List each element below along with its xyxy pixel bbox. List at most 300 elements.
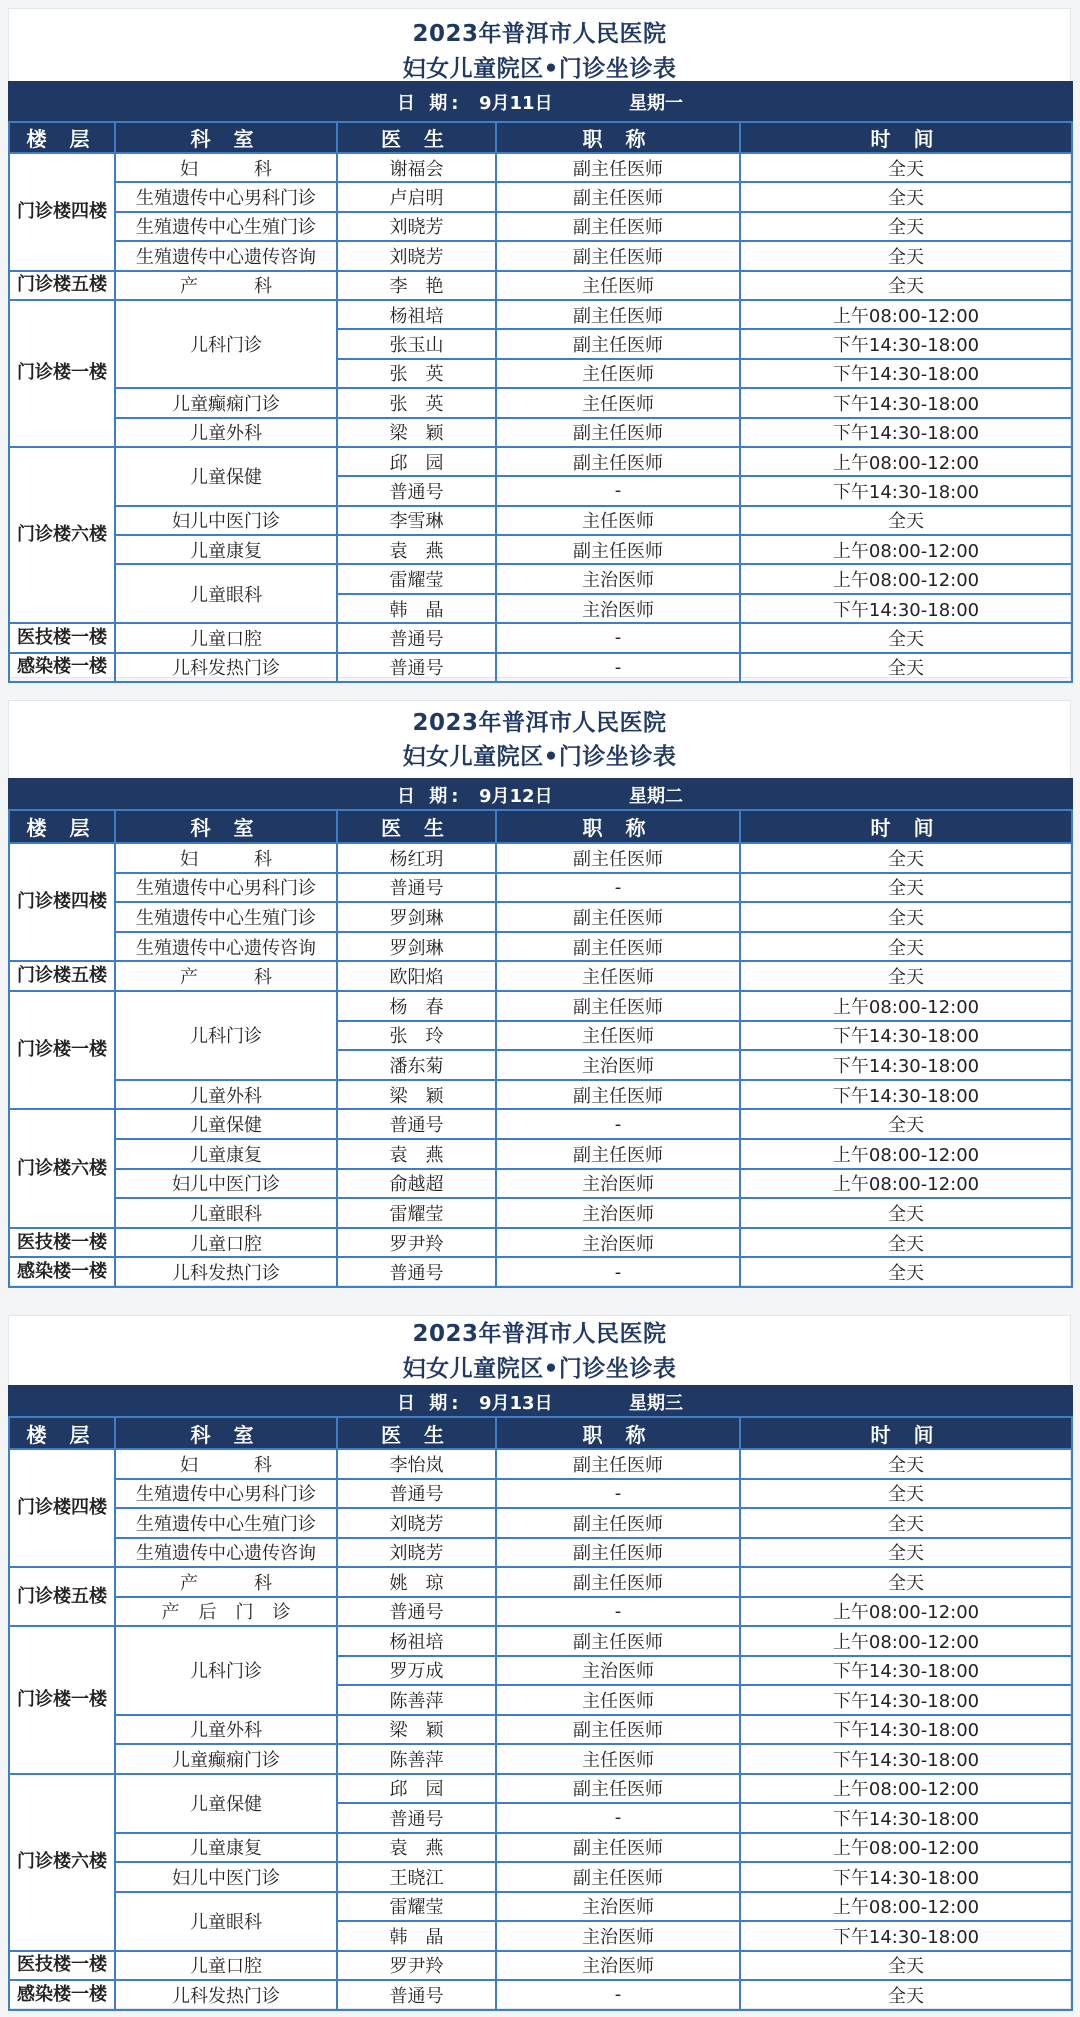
floor-cell: 门诊楼一楼 — [9, 991, 115, 1109]
weekday-value: 星期三 — [629, 1392, 683, 1414]
schedule-table — [8, 81, 1073, 683]
doctor-title-cell: 副主任医师 — [496, 1715, 740, 1745]
doctor-name-cell: 罗剑琳 — [337, 902, 496, 932]
clinic-time-cell: 上午08:00-12:00 — [740, 1774, 1072, 1804]
schedule-title-hospital: 2023年普洱市人民医院 — [412, 710, 667, 736]
column-header-floor: 楼 层 — [9, 1417, 115, 1449]
column-header-time: 时 间 — [740, 122, 1072, 153]
table-row — [9, 1257, 1072, 1287]
column-header-title: 职 称 — [496, 122, 740, 153]
floor-cell: 门诊楼五楼 — [9, 271, 115, 300]
doctor-name-cell: 梁 颖 — [337, 1715, 496, 1745]
doctor-name-cell: 韩 晶 — [337, 594, 496, 623]
doctor-title-cell: 副主任医师 — [496, 1080, 740, 1110]
department-name-part: 诊 — [272, 1602, 291, 1624]
table-row — [9, 182, 1072, 211]
doctor-title-cell: 副主任医师 — [496, 991, 740, 1021]
doctor-name-cell: 普通号 — [337, 1479, 496, 1509]
clinic-time-cell: 下午14:30-18:00 — [740, 594, 1072, 623]
clinic-time-cell: 上午08:00-12:00 — [740, 1597, 1072, 1627]
date-label: 日 期: — [397, 93, 463, 114]
doctor-name-cell: 罗万成 — [337, 1656, 496, 1686]
column-header-row — [9, 810, 1072, 843]
clinic-time-cell: 全天 — [740, 1257, 1072, 1287]
doctor-name-cell: 姚 琼 — [337, 1567, 496, 1597]
doctor-name-cell: 杨红玥 — [337, 843, 496, 873]
column-header-department: 科 室 — [115, 1417, 337, 1449]
clinic-time-cell: 下午14:30-18:00 — [740, 388, 1072, 417]
clinic-time-cell: 全天 — [740, 653, 1072, 682]
doctor-name-cell: 罗尹羚 — [337, 1228, 496, 1258]
doctor-title-cell: 副主任医师 — [496, 182, 740, 211]
floor-cell: 门诊楼五楼 — [9, 961, 115, 991]
department-cell: 儿童眼科 — [115, 1892, 337, 1951]
date-label: 日 期: — [397, 785, 463, 807]
date-label: 日 期: — [397, 1392, 463, 1414]
department-cell: 儿童康复 — [115, 1833, 337, 1863]
doctor-title-cell: 副主任医师 — [496, 1833, 740, 1863]
department-cell: 妇儿中医门诊 — [115, 1169, 337, 1199]
department-cell: 儿童保健 — [115, 447, 337, 506]
doctor-name-cell: 谢福会 — [337, 153, 496, 182]
doctor-title-cell: 主治医师 — [496, 594, 740, 623]
doctor-title-cell: 主任医师 — [496, 359, 740, 388]
department-cell: 儿童眼科 — [115, 1198, 337, 1228]
doctor-name-cell: 李 艳 — [337, 271, 496, 300]
clinic-time-cell: 全天 — [740, 1479, 1072, 1509]
doctor-name-cell: 刘晓芳 — [337, 241, 496, 270]
clinic-time-cell: 全天 — [740, 1508, 1072, 1538]
clinic-time-cell: 全天 — [740, 241, 1072, 270]
clinic-time-cell: 下午14:30-18:00 — [740, 476, 1072, 505]
doctor-name-cell: 卢启明 — [337, 182, 496, 211]
department-name — [116, 155, 336, 181]
doctor-title-cell: 主任医师 — [496, 388, 740, 417]
clinic-time-cell: 全天 — [740, 212, 1072, 241]
clinic-time-cell: 全天 — [740, 961, 1072, 991]
table-row — [9, 902, 1072, 932]
date-bar — [9, 779, 1072, 810]
doctor-title-cell: 副主任医师 — [496, 1538, 740, 1568]
table-row — [9, 1109, 1072, 1139]
floor-cell: 医技楼一楼 — [9, 1228, 115, 1258]
doctor-name-cell: 陈善萍 — [337, 1685, 496, 1715]
department-cell: 儿童保健 — [115, 1109, 337, 1139]
clinic-time-cell: 下午14:30-18:00 — [740, 1685, 1072, 1715]
table-row — [9, 418, 1072, 447]
department-name-part: 产 — [180, 276, 198, 298]
department-name — [116, 963, 336, 989]
doctor-title-cell: - — [496, 623, 740, 652]
doctor-title-cell: 副主任医师 — [496, 1508, 740, 1538]
department-cell: 儿童康复 — [115, 1139, 337, 1169]
clinic-time-cell: 下午14:30-18:00 — [740, 1656, 1072, 1686]
floor-cell: 门诊楼六楼 — [9, 1774, 115, 1951]
department-name-part: 科 — [254, 158, 272, 180]
clinic-time-cell: 下午14:30-18:00 — [740, 1862, 1072, 1892]
doctor-title-cell: - — [496, 1257, 740, 1287]
clinic-time-cell: 全天 — [740, 1951, 1072, 1981]
floor-cell: 感染楼一楼 — [9, 653, 115, 682]
doctor-title-cell: - — [496, 1597, 740, 1627]
doctor-name-cell: 杨祖培 — [337, 300, 496, 329]
department-cell: 儿科发热门诊 — [115, 653, 337, 682]
floor-cell: 门诊楼六楼 — [9, 447, 115, 623]
doctor-title-cell: - — [496, 1803, 740, 1833]
schedule-title-campus: 妇女儿童院区•门诊坐诊表 — [402, 1356, 677, 1382]
doctor-title-cell: 主治医师 — [496, 1050, 740, 1080]
table-row — [9, 1951, 1072, 1981]
doctor-name-cell: 雷耀莹 — [337, 1892, 496, 1922]
table-row — [9, 1139, 1072, 1169]
column-header-department: 科 室 — [115, 810, 337, 843]
date-value: 9月13日 — [479, 1392, 553, 1414]
table-row — [9, 932, 1072, 962]
column-header-row — [9, 1417, 1072, 1449]
schedule-title-campus: 妇女儿童院区•门诊坐诊表 — [402, 744, 677, 770]
doctor-title-cell: 副主任医师 — [496, 300, 740, 329]
doctor-title-cell: 主治医师 — [496, 1169, 740, 1199]
table-row — [9, 1892, 1072, 1922]
department-cell — [115, 843, 337, 873]
department-name-part: 科 — [254, 276, 272, 298]
doctor-title-cell: 主任医师 — [496, 1744, 740, 1774]
floor-cell: 感染楼一楼 — [9, 1257, 115, 1287]
schedule-card-sep11 — [8, 8, 1071, 678]
table-row — [9, 1715, 1072, 1745]
column-header-floor: 楼 层 — [9, 810, 115, 843]
weekday-value: 星期二 — [629, 785, 683, 807]
clinic-time-cell: 全天 — [740, 1109, 1072, 1139]
table-row — [9, 1774, 1072, 1804]
department-name — [116, 1569, 336, 1595]
doctor-title-cell: 副主任医师 — [496, 212, 740, 241]
clinic-time-cell: 全天 — [740, 271, 1072, 300]
clinic-time-cell: 下午14:30-18:00 — [740, 1803, 1072, 1833]
department-cell — [115, 961, 337, 991]
doctor-title-cell: 副主任医师 — [496, 535, 740, 564]
doctor-title-cell: 主任医师 — [496, 271, 740, 300]
department-cell: 儿童外科 — [115, 418, 337, 447]
clinic-time-cell: 上午08:00-12:00 — [740, 1139, 1072, 1169]
schedule-title-campus: 妇女儿童院区•门诊坐诊表 — [402, 56, 677, 82]
doctor-name-cell: 普通号 — [337, 873, 496, 903]
doctor-name-cell: 刘晓芳 — [337, 1508, 496, 1538]
doctor-name-cell: 邱 园 — [337, 1774, 496, 1804]
doctor-title-cell: - — [496, 1479, 740, 1509]
table-row — [9, 653, 1072, 682]
department-cell: 儿科门诊 — [115, 300, 337, 388]
clinic-time-cell: 下午14:30-18:00 — [740, 329, 1072, 358]
doctor-name-cell: 普通号 — [337, 653, 496, 682]
table-row — [9, 535, 1072, 564]
clinic-time-cell: 下午14:30-18:00 — [740, 1921, 1072, 1951]
table-row — [9, 1980, 1072, 2010]
date-bar — [9, 1386, 1072, 1417]
department-cell: 妇儿中医门诊 — [115, 506, 337, 535]
doctor-name-cell: 普通号 — [337, 476, 496, 505]
clinic-time-cell: 全天 — [740, 1538, 1072, 1568]
floor-cell: 感染楼一楼 — [9, 1980, 115, 2010]
doctor-title-cell: 主治医师 — [496, 564, 740, 593]
doctor-name-cell: 欧阳焰 — [337, 961, 496, 991]
department-cell: 儿童口腔 — [115, 1228, 337, 1258]
column-header-doctor: 医 生 — [337, 122, 496, 153]
doctor-name-cell: 梁 颖 — [337, 418, 496, 447]
floor-cell: 门诊楼四楼 — [9, 153, 115, 271]
column-header-doctor: 医 生 — [337, 1417, 496, 1449]
floor-cell: 门诊楼五楼 — [9, 1567, 115, 1626]
doctor-name-cell: 杨 春 — [337, 991, 496, 1021]
clinic-time-cell: 上午08:00-12:00 — [740, 447, 1072, 476]
doctor-name-cell: 张玉山 — [337, 329, 496, 358]
clinic-time-cell: 上午08:00-12:00 — [740, 300, 1072, 329]
doctor-title-cell: 副主任医师 — [496, 447, 740, 476]
department-name-part: 后 — [198, 1602, 217, 1624]
clinic-time-cell: 下午14:30-18:00 — [740, 1715, 1072, 1745]
clinic-time-cell: 全天 — [740, 1449, 1072, 1479]
department-cell: 儿科门诊 — [115, 1626, 337, 1715]
doctor-title-cell: 副主任医师 — [496, 1567, 740, 1597]
doctor-name-cell: 陈善萍 — [337, 1744, 496, 1774]
table-row — [9, 1626, 1072, 1656]
table-row — [9, 1862, 1072, 1892]
department-name-part: 科 — [254, 1572, 272, 1594]
doctor-name-cell: 雷耀莹 — [337, 1198, 496, 1228]
doctor-title-cell: - — [496, 873, 740, 903]
date-value: 9月12日 — [479, 785, 553, 807]
department-cell: 儿科发热门诊 — [115, 1257, 337, 1287]
department-cell — [115, 1597, 337, 1627]
department-cell: 儿童康复 — [115, 535, 337, 564]
clinic-time-cell: 全天 — [740, 873, 1072, 903]
doctor-name-cell: 袁 燕 — [337, 1833, 496, 1863]
department-cell: 生殖遗传中心生殖门诊 — [115, 902, 337, 932]
table-row — [9, 1597, 1072, 1627]
doctor-title-cell: 主任医师 — [496, 506, 740, 535]
doctor-name-cell: 普通号 — [337, 1980, 496, 2010]
doctor-title-cell: 主任医师 — [496, 961, 740, 991]
table-row — [9, 1228, 1072, 1258]
schedule-card-sep13 — [8, 1315, 1071, 2009]
department-name-part: 产 — [180, 1572, 198, 1594]
clinic-time-cell: 全天 — [740, 1228, 1072, 1258]
doctor-title-cell: 副主任医师 — [496, 1626, 740, 1656]
clinic-time-cell: 全天 — [740, 506, 1072, 535]
clinic-time-cell: 下午14:30-18:00 — [740, 1050, 1072, 1080]
table-row — [9, 1198, 1072, 1228]
department-cell: 儿童眼科 — [115, 564, 337, 623]
department-name-part: 门 — [235, 1602, 254, 1624]
weekday-value: 星期一 — [629, 93, 683, 114]
department-name — [116, 272, 336, 298]
department-cell: 妇儿中医门诊 — [115, 1862, 337, 1892]
doctor-name-cell: 韩 晶 — [337, 1921, 496, 1951]
date-value: 9月11日 — [479, 93, 553, 114]
table-row — [9, 506, 1072, 535]
clinic-time-cell: 全天 — [740, 182, 1072, 211]
doctor-title-cell: 副主任医师 — [496, 329, 740, 358]
floor-cell: 门诊楼六楼 — [9, 1109, 115, 1227]
schedule-table — [8, 1385, 1073, 2011]
doctor-name-cell: 王晓江 — [337, 1862, 496, 1892]
table-row — [9, 153, 1072, 182]
date-row — [9, 82, 1072, 122]
department-cell — [115, 1449, 337, 1479]
column-header-doctor: 医 生 — [337, 810, 496, 843]
doctor-title-cell: 主治医师 — [496, 1892, 740, 1922]
column-header-floor: 楼 层 — [9, 122, 115, 153]
schedule-card-sep12 — [8, 700, 1071, 1286]
doctor-title-cell: 副主任医师 — [496, 241, 740, 270]
doctor-name-cell: 罗尹羚 — [337, 1951, 496, 1981]
floor-cell: 门诊楼四楼 — [9, 1449, 115, 1567]
department-cell: 生殖遗传中心男科门诊 — [115, 1479, 337, 1509]
clinic-time-cell: 上午08:00-12:00 — [740, 1169, 1072, 1199]
clinic-time-cell: 上午08:00-12:00 — [740, 1626, 1072, 1656]
doctor-name-cell: 罗剑琳 — [337, 932, 496, 962]
department-cell — [115, 1567, 337, 1597]
doctor-name-cell: 邱 园 — [337, 447, 496, 476]
doctor-title-cell: - — [496, 476, 740, 505]
doctor-name-cell: 张 英 — [337, 359, 496, 388]
department-cell: 儿科发热门诊 — [115, 1980, 337, 2010]
department-cell: 生殖遗传中心遗传咨询 — [115, 1538, 337, 1568]
doctor-name-cell: 刘晓芳 — [337, 212, 496, 241]
date-row — [9, 779, 1072, 810]
doctor-title-cell: 副主任医师 — [496, 1862, 740, 1892]
clinic-time-cell: 全天 — [740, 932, 1072, 962]
date-row — [9, 1386, 1072, 1417]
floor-cell: 医技楼一楼 — [9, 623, 115, 652]
column-header-time: 时 间 — [740, 810, 1072, 843]
department-name-part: 产 — [161, 1602, 180, 1624]
doctor-name-cell: 雷耀莹 — [337, 564, 496, 593]
department-cell: 儿童外科 — [115, 1080, 337, 1110]
doctor-title-cell: 副主任医师 — [496, 932, 740, 962]
table-row — [9, 388, 1072, 417]
table-row — [9, 1479, 1072, 1509]
doctor-name-cell: 普通号 — [337, 1803, 496, 1833]
department-name-part: 科 — [254, 1454, 272, 1476]
column-header-time: 时 间 — [740, 1417, 1072, 1449]
column-header-title: 职 称 — [496, 1417, 740, 1449]
doctor-name-cell: 刘晓芳 — [337, 1538, 496, 1568]
department-name-part: 产 — [180, 967, 198, 989]
doctor-title-cell: 副主任医师 — [496, 1449, 740, 1479]
table-row — [9, 1833, 1072, 1863]
table-row — [9, 961, 1072, 991]
doctor-title-cell: - — [496, 653, 740, 682]
clinic-time-cell: 下午14:30-18:00 — [740, 1021, 1072, 1051]
doctor-title-cell: 主治医师 — [496, 1198, 740, 1228]
department-name — [116, 1451, 336, 1477]
table-row — [9, 1508, 1072, 1538]
department-cell: 儿童癫痫门诊 — [115, 1744, 337, 1774]
table-row — [9, 241, 1072, 270]
floor-cell: 医技楼一楼 — [9, 1951, 115, 1981]
doctor-title-cell: 副主任医师 — [496, 902, 740, 932]
department-cell: 儿科门诊 — [115, 991, 337, 1080]
department-name-part: 妇 — [180, 848, 198, 870]
clinic-time-cell: 下午14:30-18:00 — [740, 1744, 1072, 1774]
doctor-name-cell: 普通号 — [337, 623, 496, 652]
doctor-title-cell: - — [496, 1109, 740, 1139]
clinic-time-cell: 下午14:30-18:00 — [740, 1080, 1072, 1110]
doctor-name-cell: 梁 颖 — [337, 1080, 496, 1110]
floor-cell: 门诊楼一楼 — [9, 1626, 115, 1774]
floor-cell: 门诊楼一楼 — [9, 300, 115, 447]
table-row — [9, 300, 1072, 329]
department-cell: 儿童外科 — [115, 1715, 337, 1745]
clinic-time-cell: 上午08:00-12:00 — [740, 564, 1072, 593]
doctor-title-cell: 主治医师 — [496, 1656, 740, 1686]
department-cell: 生殖遗传中心遗传咨询 — [115, 241, 337, 270]
clinic-time-cell: 全天 — [740, 153, 1072, 182]
clinic-time-cell: 下午14:30-18:00 — [740, 418, 1072, 447]
schedule-table — [8, 778, 1073, 1288]
table-row — [9, 1080, 1072, 1110]
clinic-time-cell: 全天 — [740, 1567, 1072, 1597]
doctor-name-cell: 普通号 — [337, 1109, 496, 1139]
department-cell: 生殖遗传中心男科门诊 — [115, 182, 337, 211]
table-row — [9, 271, 1072, 300]
doctor-name-cell: 袁 燕 — [337, 1139, 496, 1169]
doctor-title-cell: 主治医师 — [496, 1951, 740, 1981]
doctor-title-cell: 副主任医师 — [496, 843, 740, 873]
clinic-time-cell: 上午08:00-12:00 — [740, 1833, 1072, 1863]
column-header-department: 科 室 — [115, 122, 337, 153]
clinic-time-cell: 全天 — [740, 623, 1072, 652]
doctor-name-cell: 张 英 — [337, 388, 496, 417]
clinic-time-cell: 上午08:00-12:00 — [740, 1892, 1072, 1922]
date-bar — [9, 82, 1072, 122]
clinic-time-cell: 全天 — [740, 843, 1072, 873]
doctor-name-cell: 俞越超 — [337, 1169, 496, 1199]
doctor-name-cell: 张 玲 — [337, 1021, 496, 1051]
schedule-title-hospital: 2023年普洱市人民医院 — [412, 21, 667, 47]
clinic-time-cell: 下午14:30-18:00 — [740, 359, 1072, 388]
department-name — [116, 1598, 336, 1624]
floor-cell: 门诊楼四楼 — [9, 843, 115, 961]
doctor-title-cell: - — [496, 1980, 740, 2010]
department-cell — [115, 271, 337, 300]
table-row — [9, 991, 1072, 1021]
table-row — [9, 1169, 1072, 1199]
clinic-time-cell: 上午08:00-12:00 — [740, 535, 1072, 564]
doctor-name-cell: 李怡岚 — [337, 1449, 496, 1479]
department-name — [116, 845, 336, 871]
schedule-title-hospital: 2023年普洱市人民医院 — [412, 1321, 667, 1347]
clinic-time-cell: 上午08:00-12:00 — [740, 991, 1072, 1021]
table-row — [9, 623, 1072, 652]
department-name-part: 科 — [254, 967, 272, 989]
table-row — [9, 1567, 1072, 1597]
department-name-part: 妇 — [180, 1454, 198, 1476]
clinic-time-cell: 全天 — [740, 1198, 1072, 1228]
department-name-part: 科 — [254, 848, 272, 870]
department-cell — [115, 153, 337, 182]
doctor-title-cell: 主治医师 — [496, 1921, 740, 1951]
column-header-row — [9, 122, 1072, 153]
table-row — [9, 873, 1072, 903]
doctor-title-cell: 副主任医师 — [496, 153, 740, 182]
department-cell: 生殖遗传中心生殖门诊 — [115, 212, 337, 241]
table-row — [9, 1449, 1072, 1479]
doctor-name-cell: 普通号 — [337, 1257, 496, 1287]
doctor-title-cell: 主任医师 — [496, 1021, 740, 1051]
department-cell: 生殖遗传中心遗传咨询 — [115, 932, 337, 962]
